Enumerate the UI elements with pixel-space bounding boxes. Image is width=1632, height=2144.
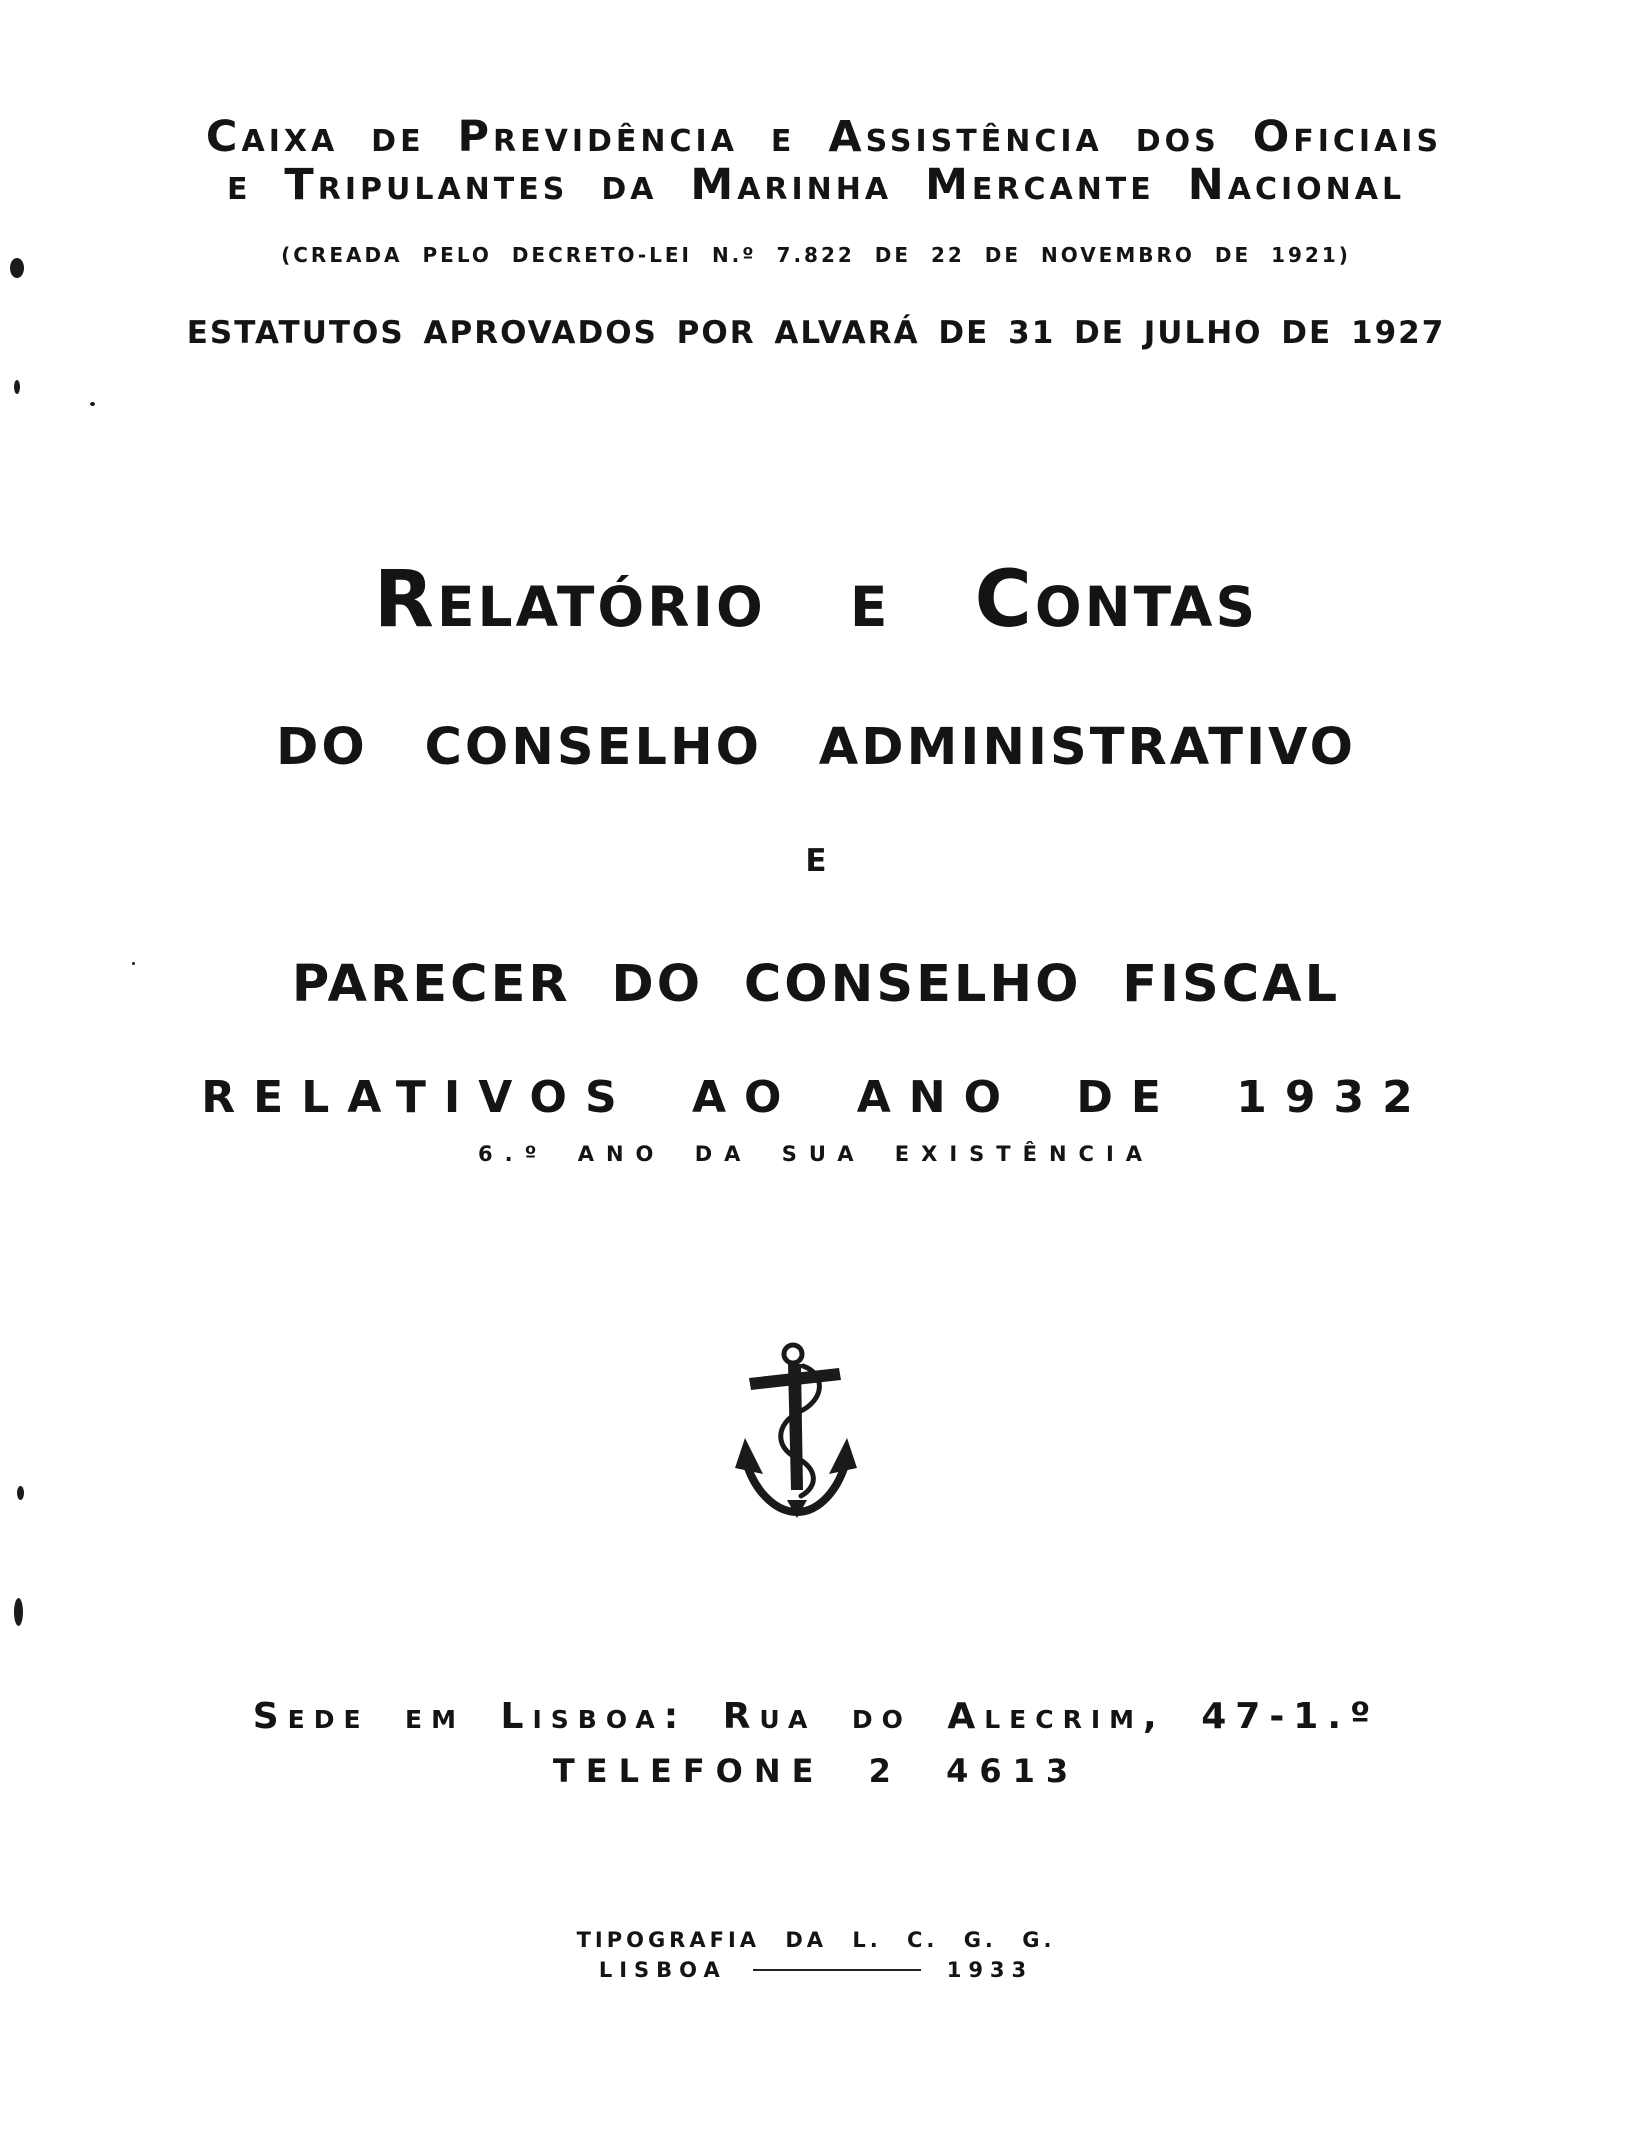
- report-year-line: RELATIVOS AO ANO DE 1932: [201, 1072, 1431, 1123]
- institution-name-line-1: Caixa de Previdência e Assistência dos Oficiais: [205, 112, 1443, 162]
- scan-speck: [14, 1598, 23, 1626]
- report-subtitle-fiscal: PARECER DO CONSELHO FISCAL: [291, 955, 1341, 1014]
- statutes-note: ESTATUTOS APROVADOS POR ALVARÁ DE 31 DE JULHO DE 1927: [186, 315, 1446, 351]
- telephone-number: TELEFONE 2 4613: [552, 1752, 1080, 1790]
- scan-speck: [14, 380, 20, 394]
- scan-speck: [17, 1486, 24, 1500]
- imprint-year: 1933: [946, 1958, 1034, 1982]
- report-subtitle-administrative: DO CONSELHO ADMINISTRATIVO: [276, 718, 1356, 777]
- headquarters-address: Sede em Lisboa: Rua do Alecrim, 47-1.º: [252, 1696, 1380, 1737]
- imprint-rule: [753, 1969, 921, 1971]
- existence-year-note: 6.º ANO DA SUA EXISTÊNCIA: [477, 1142, 1155, 1166]
- institution-name-line-2: e Tripulantes da Marinha Mercante Nacional: [226, 160, 1406, 210]
- decree-note: (CREADA PELO DECRETO-LEI N.º 7.822 DE 22 DE NOVEMBRO DE 1921): [281, 243, 1351, 267]
- printer-name: TIPOGRAFIA DA L. C. G. G.: [576, 1928, 1056, 1952]
- report-conjunction: E: [805, 843, 827, 879]
- scan-speck: [90, 402, 95, 406]
- report-title: Relatório e Contas: [373, 555, 1259, 645]
- imprint-city: LISBOA: [598, 1958, 727, 1982]
- anchor-icon: [731, 1340, 861, 1520]
- imprint-line: [0, 1958, 1632, 1982]
